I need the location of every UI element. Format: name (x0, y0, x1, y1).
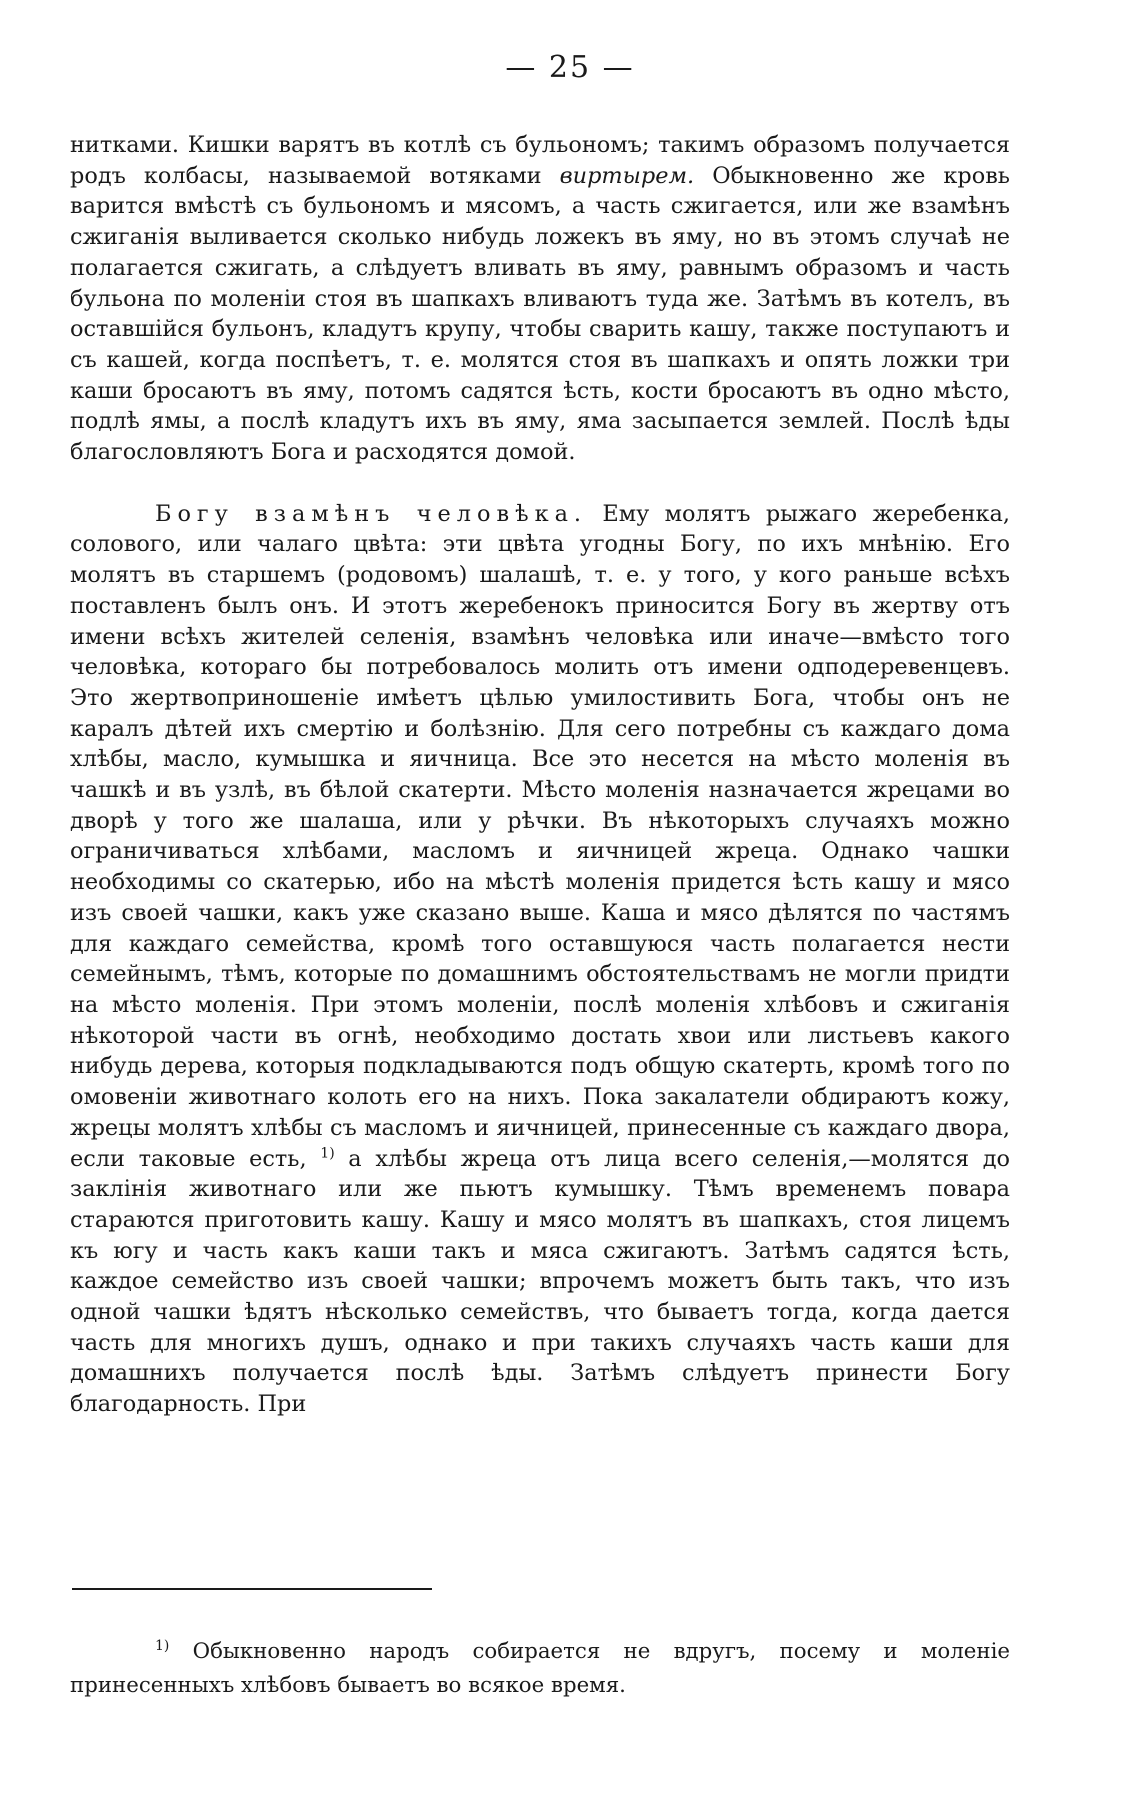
footnote-text: Обыкновенно народъ собирается не вдругъ, посему и моленіе принесенныхъ хлѣбовъ бываетъ во всякое время. (70, 1639, 1010, 1698)
paragraph-text: а хлѣбы жреца отъ лица всего селенія,—молятся до заклінія животнаго или же пьютъ кумышку. Тѣмъ временемъ повара стараются приготовить кашу. Кашу и мясо молятъ въ шапкахъ, стоя лицемъ къ югу и часть какъ каши такъ и мяса сжигаютъ. Затѣмъ садятся ѣсть, каждое семейство изъ своей чашки; впрочемъ можетъ быть такъ, что изъ одной чашки ѣдятъ нѣсколько семействъ, что бываетъ тогда, когда дается часть для многихъ душъ, однако и при такихъ случаяхъ часть каши для домашнихъ получается послѣ ѣды. Затѣмъ слѣдуетъ принести Богу благодарность. При (70, 1145, 1010, 1418)
paragraph-god-instead-of-man (70, 499, 1010, 1420)
paragraph-sacrifice-continuation (70, 130, 1010, 468)
paragraph-text: Ему молятъ рыжаго жеребенка, солового, или чалаго цвѣта: эти цвѣта угодны Богу, по ихъ мнѣнію. Его молятъ въ старшемъ (родовомъ) шалашѣ, т. е. у того, у кого раньше всѣхъ поставленъ былъ онъ. И этотъ жеребенокъ приносится Богу въ жертву отъ имени всѣхъ жителей селенія, взамѣнъ человѣка или иначе—вмѣсто того человѣка, котораго бы потребовалось молить отъ имени одподеревенцевъ. Это жертвоприношеніе имѣетъ цѣлью умилостивить Бога, чтобы онъ не каралъ дѣтей ихъ смертію и болѣзнію. Для сего потребны съ каждаго дома хлѣбы, масло, кумышка и яичница. Все это несется на мѣсто моленія въ чашкѣ и въ узлѣ, въ бѣлой скатерти. Мѣсто моленія назначается жрецами во дворѣ у того же шалаша, или у рѣчки. Въ нѣкоторыхъ случаяхъ можно ограничиваться хлѣбами, масломъ и яичницей жреца. Однако чашки необходимы со скатерью, ибо на мѣстѣ моленія придется ѣсть кашу и мясо изъ своей чашки, какъ уже сказано выше. Каша и мясо дѣлятся по частямъ для каждаго семейства, кромѣ того оставшуюся часть полагается нести семейнымъ, тѣмъ, которые по домашнимъ обстоятельствамъ не могли придти на мѣсто моленія. При этомъ моленіи, послѣ моленія хлѣбовъ и сжиганія нѣкоторой части въ огнѣ, необходимо достать хвои или листьевъ какого нибудь дерева, которыя подкладываются подъ общую скатерть, кромѣ того по омовеніи животнаго колоть его на нихъ. Пока закалатели обдираютъ кожу, жрецы молятъ хлѣбы съ масломъ и яичницей, принесенные съ каждаго двора, если таковые есть, (70, 500, 1010, 1172)
footnote-reference: 1) (320, 1145, 335, 1162)
paragraph-text: Обыкновенно же кровь варится вмѣстѣ съ бульономъ и мясомъ, а часть сжигается, или же взамѣнъ сжиганія выливается сколько нибудь ложекъ въ яму, но въ этомъ случаѣ не полагается сжигать, а слѣдуетъ вливать въ яму, равнымъ образомъ и часть бульона по моленіи стоя въ шапкахъ вливаютъ туда же. Затѣмъ въ котелъ, въ оставшійся бульонъ, кладутъ крупу, чтобы сварить кашу, также поступаютъ и съ кашей, когда поспѣетъ, т. е. молятся стоя въ шапкахъ и опять ложки три каши бросаютъ въ яму, потомъ садятся ѣсть, кости бросаютъ въ одно мѣсто, подлѣ ямы, а послѣ кладутъ ихъ въ яму, яма засыпается землей. Послѣ ѣды благословляютъ Бога и расходятся домой. (70, 162, 1010, 466)
footnote (70, 1635, 1010, 1703)
body-text (70, 130, 1010, 1420)
section-heading: Богу взамѣнъ человѣка. (155, 500, 588, 527)
footnote-divider (72, 1588, 432, 1590)
paragraph-text: нитками. Кишки варятъ въ котлѣ съ бульономъ; такимъ образомъ получается родъ колбасы, называемой вотяками (70, 132, 1010, 189)
vernacular-term: виртырем. (559, 162, 695, 189)
page-number: — 25 — (505, 50, 635, 85)
footnote-marker: 1) (155, 1637, 170, 1654)
